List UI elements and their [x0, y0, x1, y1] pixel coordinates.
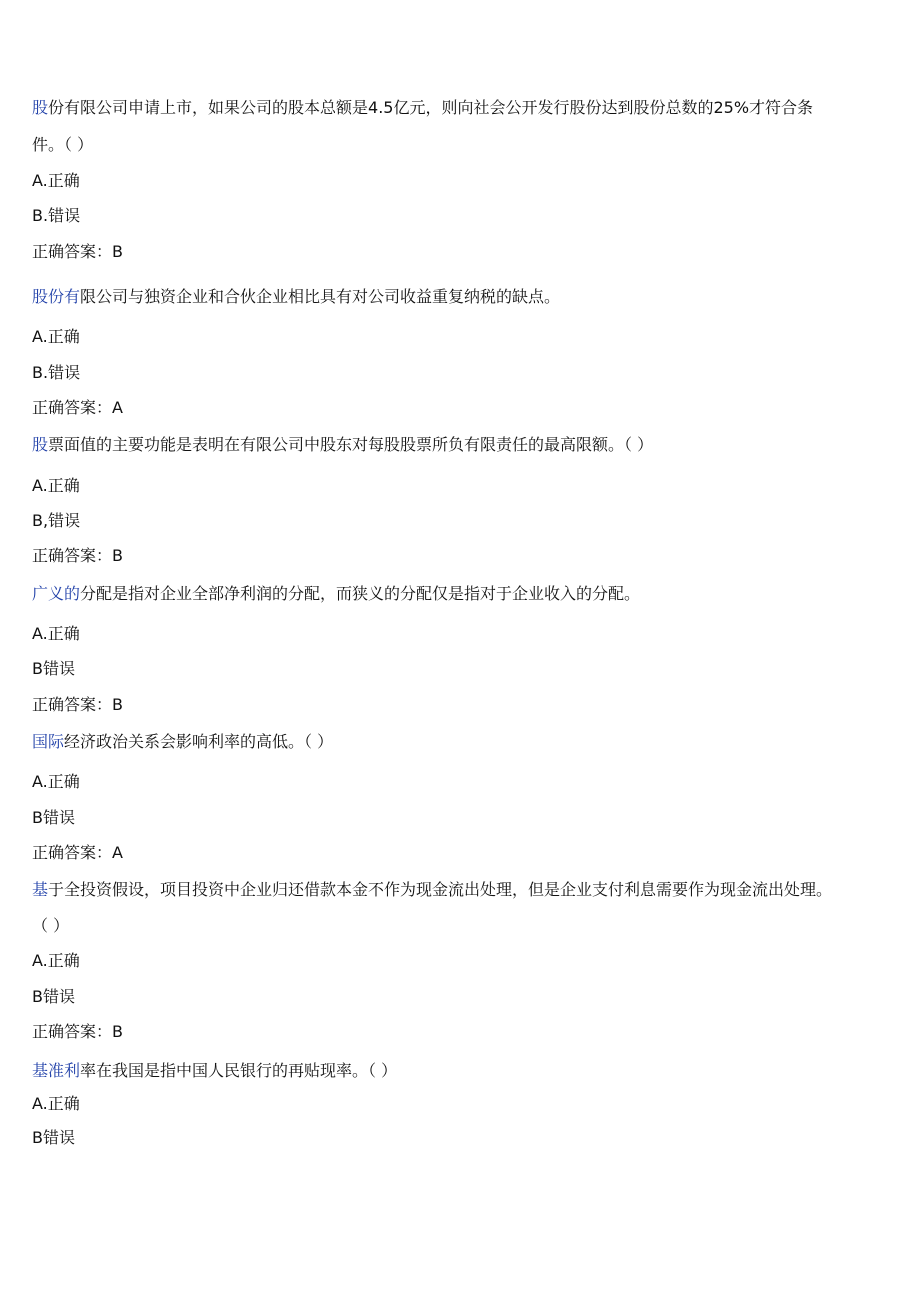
question-2-option-a: A.正确: [32, 327, 80, 346]
question-6-option-b: B错误: [32, 987, 75, 1006]
question-7-lead: 基准利: [32, 1061, 81, 1080]
question-2-rest: 限公司与独资企业和合伙企业相比具有对公司收益重复纳税的缺点。: [80, 287, 561, 306]
question-3-option-b: B,错误: [32, 511, 81, 530]
question-7-rest: 率在我国是指中国人民银行的再贴现率。（ ）: [80, 1061, 398, 1080]
question-1-lead: 股: [32, 98, 49, 117]
question-2-lead: 股份有: [32, 287, 81, 306]
question-4-answer: 正确答案：B: [32, 695, 123, 714]
question-5-text: [32, 732, 333, 752]
question-1-rest: 份有限公司申请上市，如果公司的股本总额是4.5亿元，则向社会公开发行股份达到股份总数的25%才符合条: [48, 98, 814, 117]
question-1-option-a: A.正确: [32, 171, 80, 190]
question-3-text: [32, 435, 653, 455]
question-7-text: [32, 1061, 397, 1081]
question-6-text: [32, 880, 832, 900]
question-5-answer: 正确答案：A: [32, 843, 123, 862]
question-3-option-a: A.正确: [32, 476, 80, 495]
question-6-rest: 于全投资假设，项目投资中企业归还借款本金不作为现金流出处理，但是企业支付利息需要作为现金流出处理。: [48, 880, 833, 899]
question-2-answer: 正确答案：A: [32, 398, 123, 417]
question-5-rest: 经济政治关系会影响利率的高低。（ ）: [64, 732, 334, 751]
question-1-answer: 正确答案：B: [32, 242, 123, 261]
question-7-option-b: B错误: [32, 1128, 75, 1147]
question-7-option-a: A.正确: [32, 1094, 80, 1113]
question-6-answer: 正确答案：B: [32, 1022, 123, 1041]
question-6-continuation: （ ）: [32, 916, 70, 935]
question-1-text: [32, 98, 813, 118]
question-4-rest: 分配是指对企业全部净利润的分配，而狭义的分配仅是指对于企业收入的分配。: [80, 584, 641, 603]
question-3-answer: 正确答案：B: [32, 546, 123, 565]
question-4-option-b: B错误: [32, 659, 75, 678]
question-6-option-a: A.正确: [32, 951, 80, 970]
question-2-text: [32, 287, 560, 307]
question-4-text: [32, 584, 640, 604]
question-5-option-a: A.正确: [32, 772, 80, 791]
question-2-option-b: B.错误: [32, 363, 81, 382]
question-3-lead: 股: [32, 435, 49, 454]
question-1-option-b: B.错误: [32, 206, 81, 225]
question-3-rest: 票面值的主要功能是表明在有限公司中股东对每股股票所负有限责任的最高限额。（ ）: [48, 435, 654, 454]
question-6-lead: 基: [32, 880, 49, 899]
question-1-continuation: 件。（ ）: [32, 135, 94, 154]
question-5-lead: 国际: [32, 732, 65, 751]
question-5-option-b: B错误: [32, 808, 75, 827]
question-4-lead: 广义的: [32, 584, 81, 603]
question-4-option-a: A.正确: [32, 624, 80, 643]
